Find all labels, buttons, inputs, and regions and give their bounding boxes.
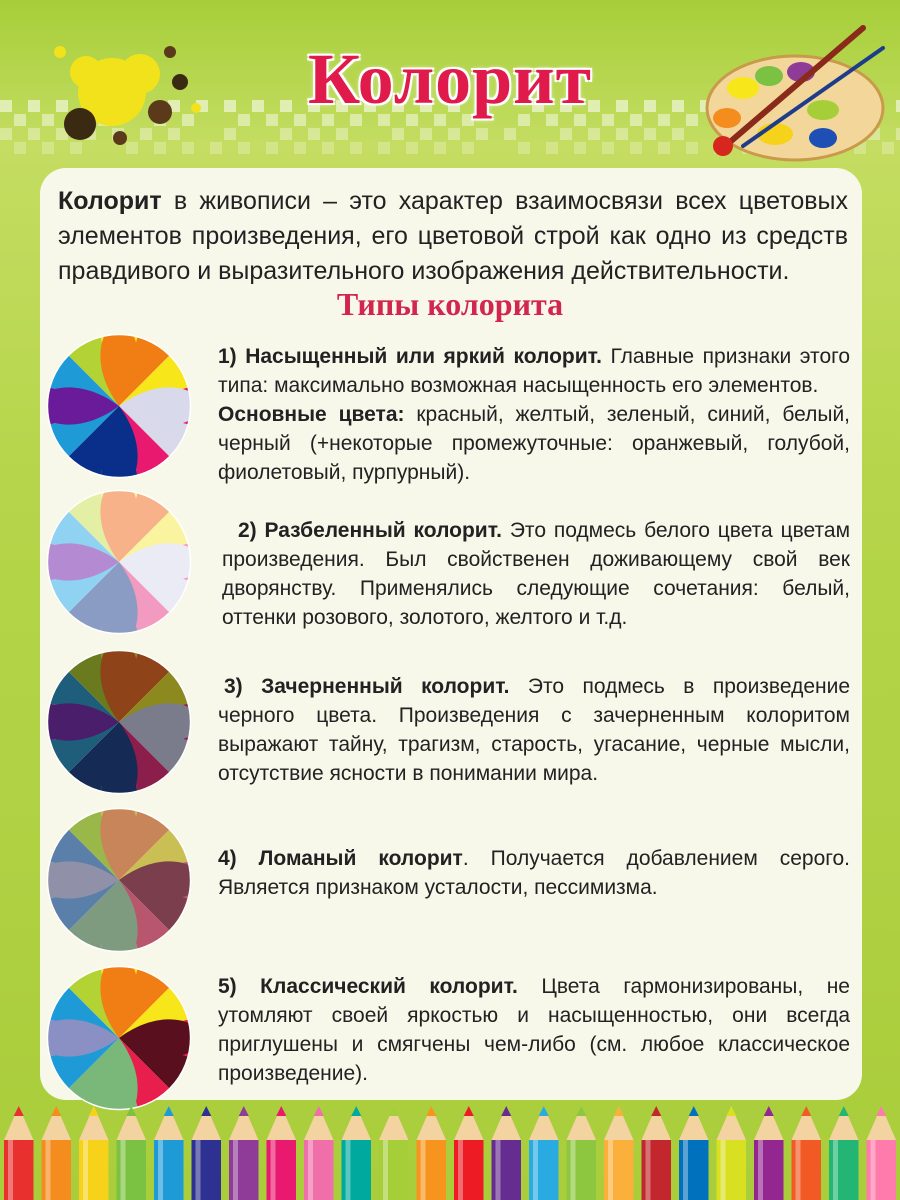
checker-square: [560, 128, 572, 140]
checker-square: [392, 128, 404, 140]
checker-square: [644, 128, 656, 140]
checker-square: [238, 142, 250, 154]
page-title: Колорит: [308, 39, 592, 119]
checker-square: [602, 142, 614, 154]
checker-square: [574, 142, 586, 154]
checker-square: [378, 142, 390, 154]
type-1-extra-heading: Основные цвета:: [218, 403, 405, 426]
pencil: [717, 1106, 747, 1200]
checker-square: [266, 142, 278, 154]
pencil: [492, 1106, 522, 1200]
type-1-saturated: [218, 342, 850, 487]
pencil: [454, 1106, 484, 1200]
checker-square: [896, 128, 900, 140]
type-5-heading: 5) Классический колорит.: [218, 975, 518, 998]
checker-square: [462, 142, 474, 154]
pencil: [304, 1106, 334, 1200]
type-3-heading: 3) Зачерненный колорит.: [224, 675, 510, 698]
checker-square: [280, 128, 292, 140]
checker-square: [504, 128, 516, 140]
color-wheel-saturated: [46, 333, 192, 479]
pencil: [642, 1106, 672, 1200]
pencil: [267, 1106, 297, 1200]
checker-square: [322, 142, 334, 154]
type-4-heading: 4) Ломаный колорит: [218, 847, 463, 870]
color-wheel-classic: [46, 965, 192, 1111]
color-wheel-darkened: [46, 649, 192, 795]
types-subtitle: Типы колорита: [336, 286, 564, 322]
pencil: [342, 1106, 372, 1200]
color-wheel-whitened: [46, 489, 192, 635]
pencil: [529, 1106, 559, 1200]
pencil: [679, 1106, 709, 1200]
color-wheel-broken: [46, 807, 192, 953]
pencil: [379, 1106, 409, 1200]
type-2-heading: 2) Разбеленный колорит.: [238, 519, 502, 542]
checker-square: [336, 128, 348, 140]
checker-square: [0, 128, 12, 140]
pencil: [4, 1106, 34, 1200]
type-2-text: Это подмесь белого цвета цветам произведения. Был свойственен доживающему свой век дворянству. Применялись следующие сочетания: белый, оттенки розового, золотого, желтого и т.д.: [222, 519, 851, 629]
checker-square: [420, 128, 432, 140]
intro-text: в живописи – это характер взаимосвязи всех цветовых элементов произведения, его цветовой строй как одно из средств правдивого и выразительного изображения действительности.: [58, 187, 848, 285]
type-4-text: . Получается добавлением серого. Является признаком усталости, пессимизма.: [218, 847, 851, 899]
checker-square: [546, 142, 558, 154]
type-3-darkened: [218, 672, 850, 788]
intro-term: Колорит: [58, 187, 162, 215]
checker-square: [630, 142, 642, 154]
type-5-classic: [218, 972, 850, 1088]
pencil: [604, 1106, 634, 1200]
intro-paragraph: [58, 184, 848, 289]
type-1-extra-text: красный, желтый, зеленый, синий, белый, черный (+некоторые промежуточные: оранжевый, голубой, фиолетовый, пурпурный).: [218, 403, 851, 484]
pencils-border: [0, 1100, 900, 1200]
type-4-broken: [218, 844, 850, 902]
pencil: [792, 1106, 822, 1200]
pencil: [42, 1106, 72, 1200]
checker-square: [294, 142, 306, 154]
type-1-text: Главные признаки этого типа: максимально возможная насыщенность его элементов.: [218, 345, 850, 397]
checker-square: [518, 142, 530, 154]
pencil: [229, 1106, 259, 1200]
checker-square: [658, 142, 670, 154]
type-1-heading: 1) Насыщенный или яркий колорит.: [218, 345, 602, 368]
checker-square: [434, 142, 446, 154]
checker-square: [448, 128, 460, 140]
type-5-text: Цвета гармонизированы, не утомляют своей яркостью и насыщенностью, они всегда приглушены и смягчены чем-либо (см. любое классическое произведение).: [218, 975, 850, 1085]
checker-square: [308, 128, 320, 140]
pencil: [567, 1106, 597, 1200]
pencil: [417, 1106, 447, 1200]
pencil: [867, 1106, 897, 1200]
pencil: [754, 1106, 784, 1200]
checker-square: [224, 128, 236, 140]
pencil: [79, 1106, 109, 1200]
checker-square: [616, 128, 628, 140]
type-3-text: Это подмесь в произведение черного цвета. Произведения с зачерненным колоритом выражают тайну, трагизм, старость, угасание, черные мысли, отсутствие ясности в понимании мира.: [218, 675, 851, 785]
type-2-whitened: [222, 516, 850, 632]
pencil: [117, 1106, 147, 1200]
checker-square: [476, 128, 488, 140]
checker-square: [406, 142, 418, 154]
pencil: [829, 1106, 859, 1200]
pencil: [192, 1106, 222, 1200]
checker-square: [588, 128, 600, 140]
pencil: [154, 1106, 184, 1200]
checker-square: [350, 142, 362, 154]
